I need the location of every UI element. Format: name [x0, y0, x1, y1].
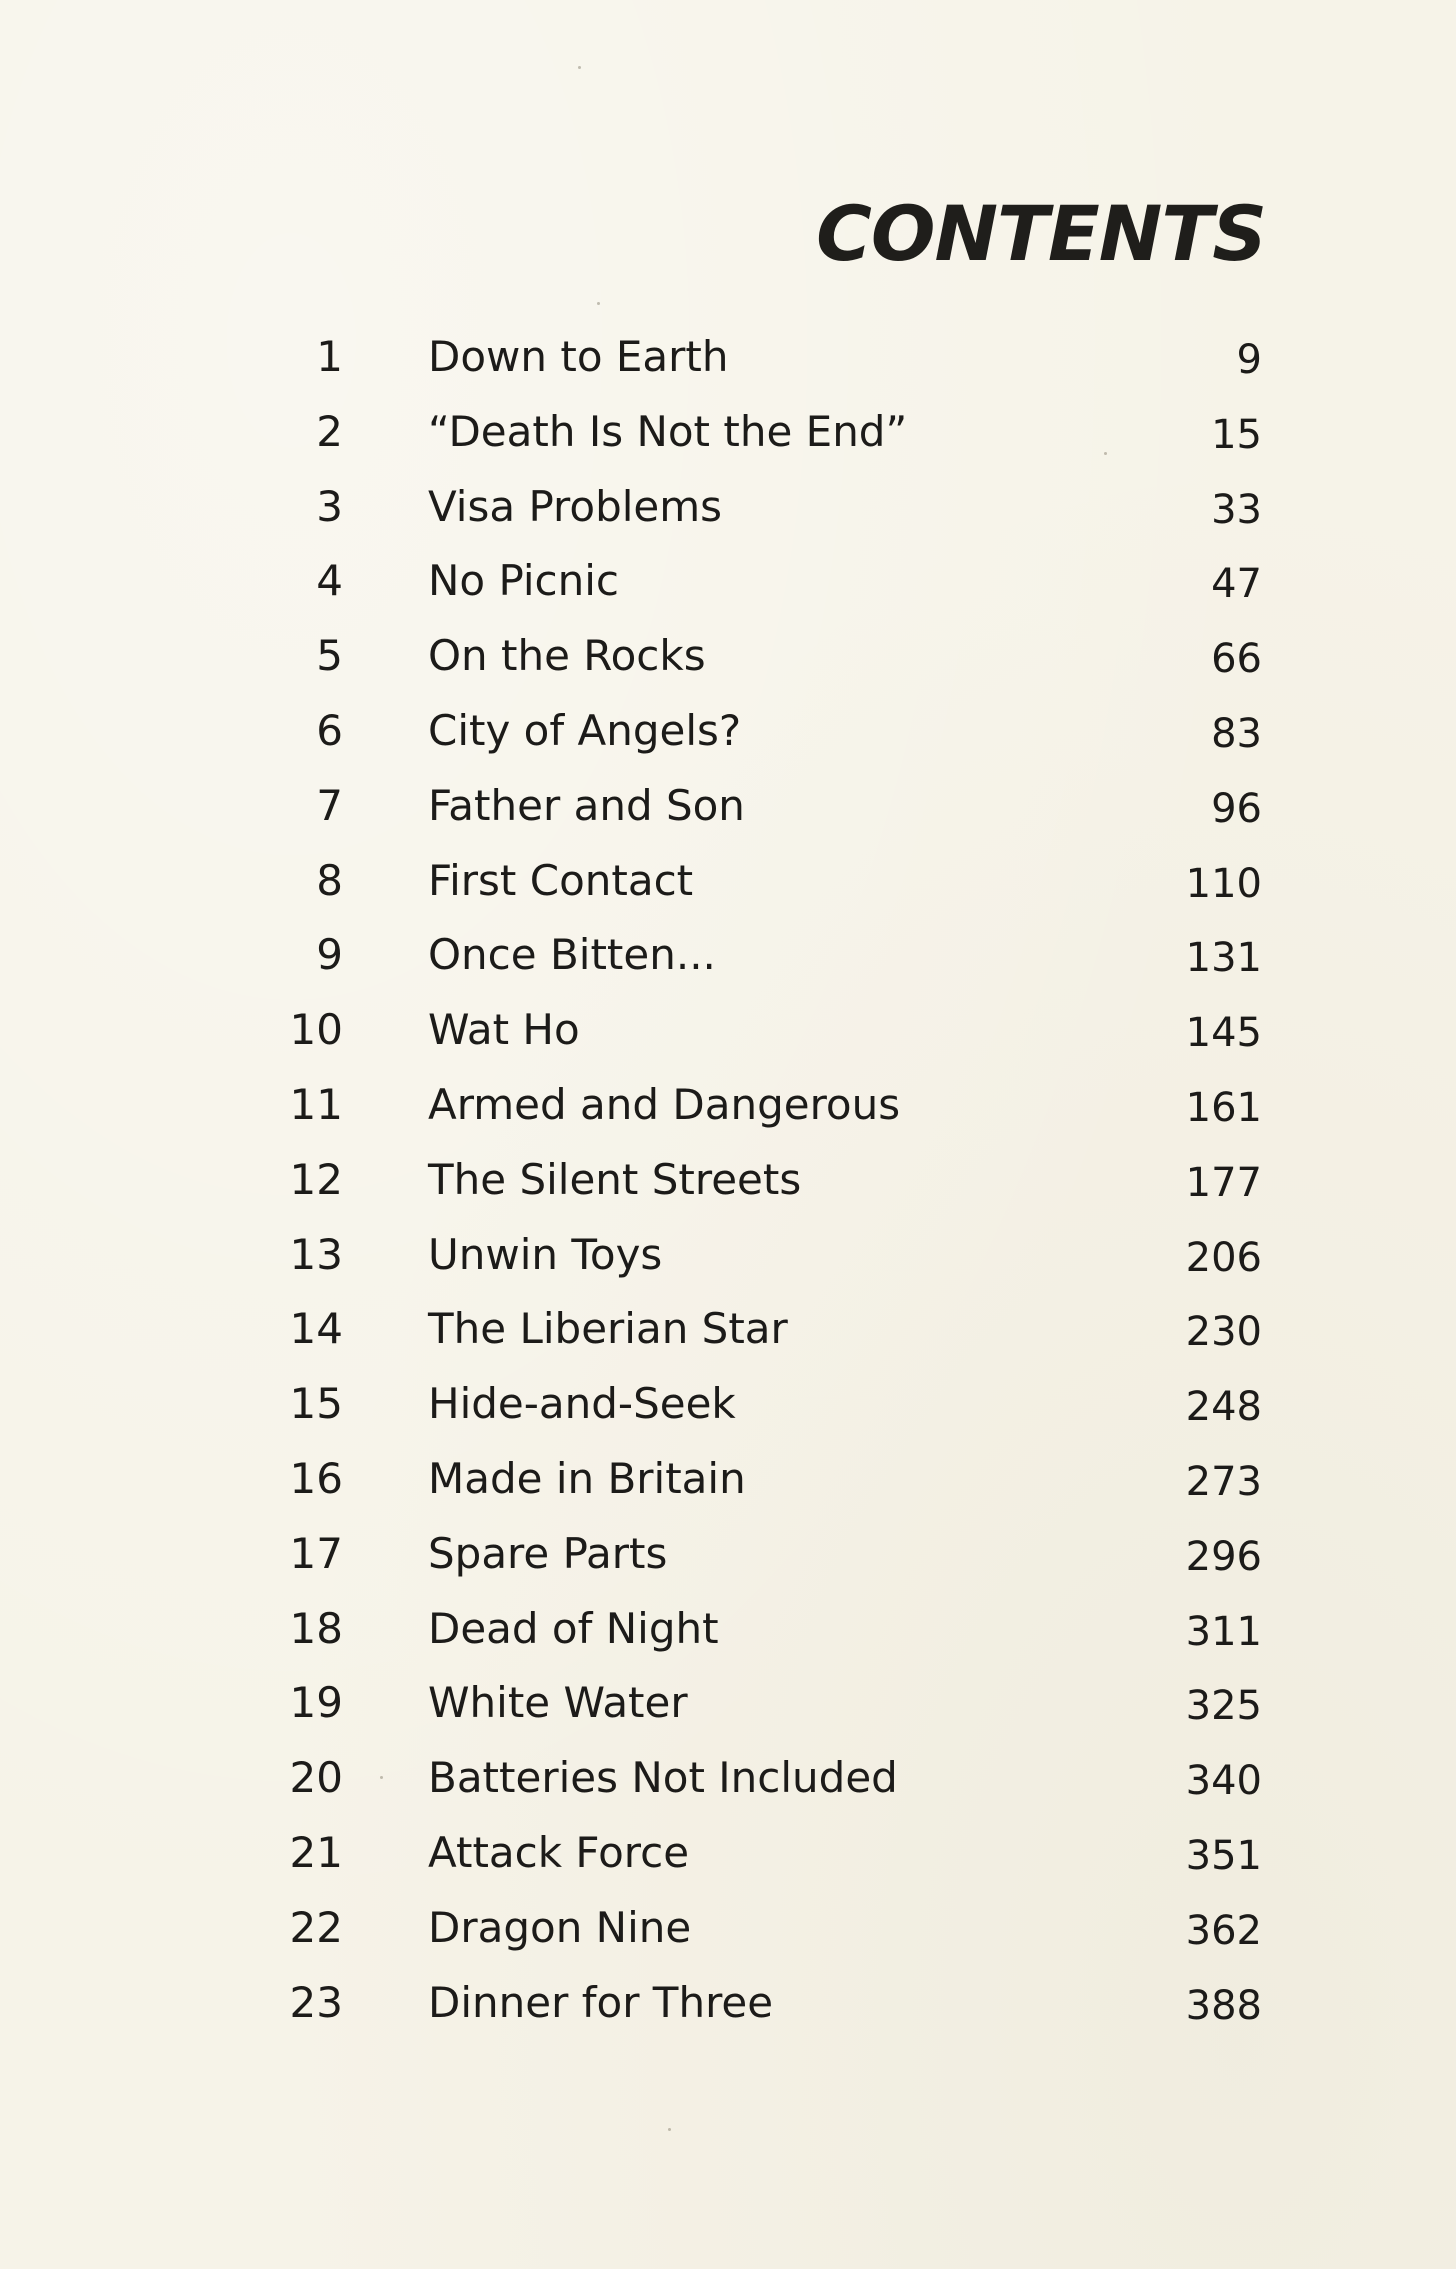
toc-row[interactable] [0, 1222, 1456, 1297]
page-number: 47 [1211, 561, 1262, 608]
toc-row[interactable] [0, 548, 1456, 623]
chapter-title: No Picnic [428, 556, 620, 606]
toc-row[interactable] [0, 1745, 1456, 1820]
page-number: 15 [1211, 411, 1262, 458]
chapter-number: 21 [289, 1827, 343, 1877]
chapter-number: 13 [289, 1229, 343, 1279]
page-number: 248 [1185, 1384, 1262, 1431]
toc-row[interactable] [0, 1820, 1456, 1895]
page-number: 340 [1185, 1758, 1262, 1805]
page-number: 145 [1185, 1010, 1262, 1057]
chapter-title: Dragon Nine [428, 1902, 692, 1952]
page-number: 230 [1185, 1309, 1262, 1356]
page-number: 177 [1185, 1159, 1262, 1206]
toc-row[interactable] [0, 1371, 1456, 1446]
toc-row[interactable] [0, 1970, 1456, 2045]
chapter-number: 5 [316, 631, 343, 681]
chapter-title: Batteries Not Included [428, 1753, 898, 1803]
chapter-title: The Liberian Star [428, 1304, 788, 1354]
toc-row[interactable] [0, 1521, 1456, 1596]
page-number: 273 [1185, 1458, 1262, 1505]
chapter-title: Armed and Dangerous [428, 1079, 901, 1129]
toc-row[interactable] [0, 773, 1456, 848]
chapter-title: Made in Britain [428, 1453, 746, 1503]
chapter-title: Once Bitten... [428, 930, 716, 980]
chapter-title: First Contact [428, 855, 694, 905]
chapter-title: Visa Problems [428, 481, 723, 531]
toc-row[interactable] [0, 399, 1456, 474]
toc-row[interactable] [0, 1670, 1456, 1745]
page-number: 110 [1185, 860, 1262, 907]
chapter-number: 1 [316, 332, 343, 381]
page-number: 33 [1211, 486, 1262, 533]
toc-row[interactable] [0, 922, 1456, 997]
chapter-title: City of Angels? [428, 705, 742, 755]
page-number: 161 [1185, 1084, 1262, 1131]
page-number: 131 [1185, 935, 1262, 982]
chapter-title: Spare Parts [428, 1528, 668, 1578]
chapter-number: 3 [316, 481, 343, 531]
chapter-number: 20 [289, 1753, 343, 1803]
toc-row[interactable] [0, 474, 1456, 549]
toc-row[interactable] [0, 324, 1456, 399]
toc-row[interactable] [0, 1596, 1456, 1671]
toc-row[interactable] [0, 997, 1456, 1072]
toc-row[interactable] [0, 848, 1456, 923]
chapter-number: 8 [316, 855, 343, 905]
toc-row[interactable] [0, 1446, 1456, 1521]
chapter-title: Unwin Toys [428, 1229, 663, 1279]
page-number: 83 [1211, 710, 1262, 757]
page-number: 362 [1185, 1907, 1262, 1954]
page-number: 388 [1185, 1982, 1262, 2029]
toc-row[interactable] [0, 1072, 1456, 1147]
chapter-title: White Water [428, 1678, 688, 1728]
page-number: 311 [1185, 1608, 1262, 1655]
chapter-number: 12 [289, 1154, 343, 1204]
page-number: 325 [1185, 1683, 1262, 1730]
chapter-number: 14 [289, 1304, 343, 1354]
chapter-title: The Silent Streets [428, 1154, 802, 1204]
page-number: 296 [1185, 1533, 1262, 1580]
page-number: 351 [1185, 1832, 1262, 1879]
chapter-number: 6 [316, 705, 343, 755]
chapter-number: 16 [289, 1453, 343, 1503]
paper-speck [578, 66, 581, 69]
chapter-number: 2 [316, 406, 343, 456]
toc-row[interactable] [0, 1296, 1456, 1371]
page-number: 66 [1211, 636, 1262, 683]
paper-speck [597, 302, 600, 305]
toc-row[interactable] [0, 623, 1456, 698]
chapter-number: 4 [316, 556, 343, 606]
chapter-number: 22 [289, 1902, 343, 1952]
contents-heading: CONTENTS [816, 189, 1266, 278]
table-of-contents [0, 324, 1456, 2044]
chapter-number: 17 [289, 1528, 343, 1578]
chapter-number: 15 [289, 1379, 343, 1429]
chapter-title: Attack Force [428, 1827, 690, 1877]
page-number: 206 [1185, 1234, 1262, 1281]
chapter-title: On the Rocks [428, 631, 706, 681]
chapter-number: 7 [316, 780, 343, 830]
toc-row[interactable] [0, 698, 1456, 773]
chapter-title: Dinner for Three [428, 1977, 774, 2027]
chapter-title: “Death Is Not the End” [428, 406, 908, 456]
toc-row[interactable] [0, 1895, 1456, 1970]
toc-row[interactable] [0, 1147, 1456, 1222]
chapter-number: 18 [289, 1603, 343, 1653]
chapter-number: 11 [289, 1079, 343, 1129]
chapter-title: Dead of Night [428, 1603, 719, 1653]
chapter-title: Wat Ho [428, 1005, 580, 1055]
chapter-number: 10 [289, 1005, 343, 1055]
chapter-title: Hide-and-Seek [428, 1379, 736, 1429]
paper-speck [668, 2128, 671, 2131]
chapter-number: 9 [316, 930, 343, 980]
page-number: 96 [1211, 785, 1262, 832]
page-number: 9 [1236, 337, 1262, 383]
chapter-title: Down to Earth [428, 332, 729, 381]
chapter-number: 19 [289, 1678, 343, 1728]
chapter-title: Father and Son [428, 780, 745, 830]
chapter-number: 23 [289, 1977, 343, 2027]
